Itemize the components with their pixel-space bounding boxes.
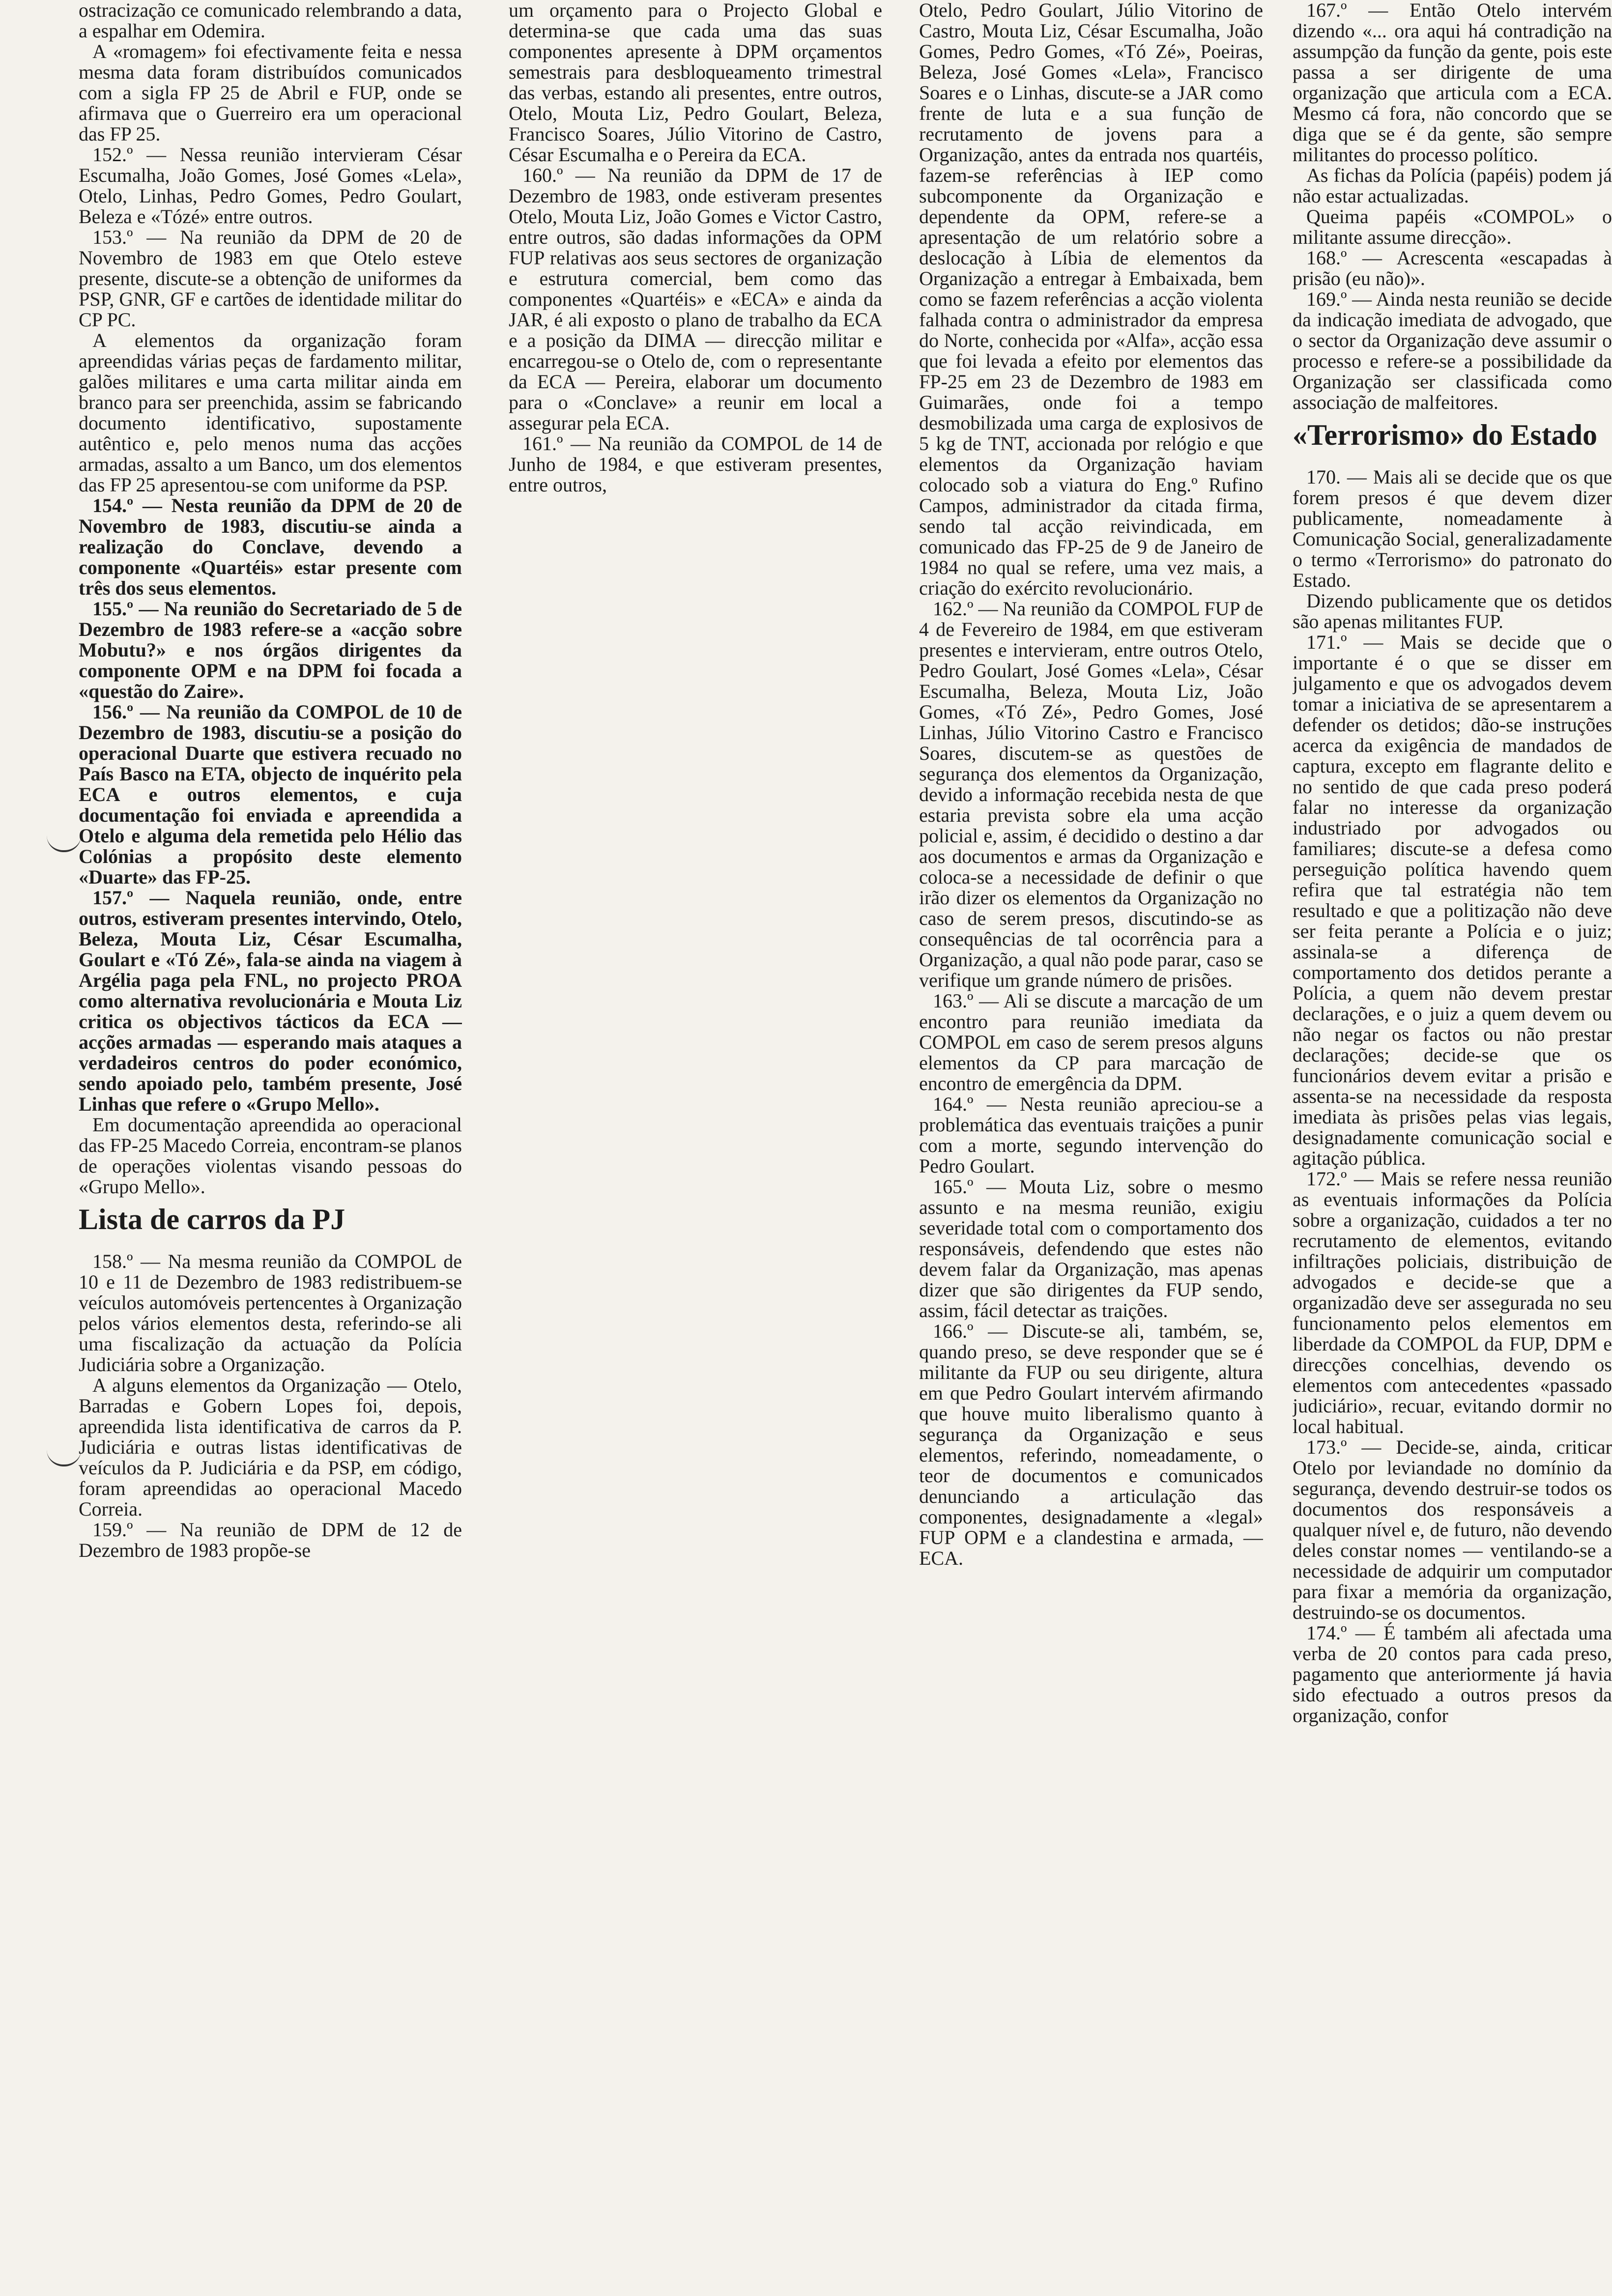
paragraph: 173.º — Decide-se, ainda, criticar Otelo por leviandade no domínio da segurança, devendo destruir-se todos os documentos dos responsáveis a qualquer nível e, de futuro, não devendo deles constar nomes — ventilando-se a necessidade de adquirir um computador para fixar a memória da organização, destruindo-se os documentos. [1293,1436,1612,1623]
paragraph: As fichas da Polícia (papéis) podem já não estar actualizadas. [1293,164,1612,207]
paragraph: um orçamento para o Projecto Global e determina-se que cada uma das suas componentes apresente à DPM orçamentos semestrais para desbloqueamento trimestral das verbas, estando ali presentes, entre outros, Otelo, Mouta Liz, Pedro Goulart, Beleza, Francisco Soares, Júlio Vitorino de Castro, César Escumalha e o Pereira da ECA. [509,0,882,166]
paragraph: 155.º — Na reunião do Secretariado de 5 de Dezembro de 1983 refere-se a «acção sobre Mobutu?» e nos órgãos dirigentes da componente OPM e na DPM foi focada a «questão do Zaire». [79,598,462,702]
paragraph: A «romagem» foi efectivamente feita e nessa mesma data foram distribuídos comunicados com a sigla FP 25 de Abril e FUP, onde se afirmava que o Guerreiro era um operacional das FP 25. [79,40,462,145]
paragraph: ostracização ce comunicado relembrando a data, a espalhar em Odemira. [79,0,462,42]
paragraph: 167.º — Então Otelo intervém dizendo «... ora aqui há contradição na assumpção da função da gente, pois este passa a ser dirigente de uma organização que articula com a ECA. Mesmo cá fora, não concordo que se diga que se é da gente, são sempre militantes do processo político. [1293,0,1612,166]
paragraph: Queima papéis «COMPOL» o militante assume direcção». [1293,205,1612,248]
paragraph: A elementos da organização foram apreendidas várias peças de fardamento militar, galões militares e uma carta militar ainda em branco para ser preenchida, assim se fabricando documento identificativo, supostamente autêntico e, pelo menos numa das acções armadas, assalto a um Banco, um dos elementos das FP 25 apresentou-se com uniforme da PSP. [79,329,462,496]
column-3 [919,0,1263,2162]
section-heading: Lista de carros da PJ [79,1203,345,1235]
paragraph: 153.º — Na reunião da DPM de 20 de Novembro de 1983 em que Otelo esteve presente, discute-se a obtenção de uniformes da PSP, GNR, GF e cartões de identidade militar do CP PC. [79,226,462,331]
column-4 [1293,0,1612,2162]
paragraph: 152.º — Nessa reunião intervieram César Escumalha, João Gomes, José Gomes «Lela», Otelo, Linhas, Pedro Gomes, Pedro Goulart, Beleza e «Tózé» entre outros. [79,144,462,228]
paragraph: Dizendo publicamente que os detidos são apenas militantes FUP. [1293,590,1612,632]
paragraph: 158.º — Na mesma reunião da COMPOL de 10 e 11 de Dezembro de 1983 redistribuem-se veículos automóveis pertencentes à Organização pelos vários elementos desta, referindo-se ali uma fiscalização da actuação da Polícia Judiciária sobre a Organização. [79,1250,462,1376]
column-1 [79,0,462,2015]
pen-mark [47,1450,81,1466]
paragraph: 154.º — Nesta reunião da DPM de 20 de Novembro de 1983, discutiu-se ainda a realização do Conclave, devendo a componente «Quartéis» estar presente com três dos seus elementos. [79,494,462,599]
pen-mark [47,835,81,852]
paragraph: 166.º — Discute-se ali, também, se, quando preso, se deve responder que se é militante da FUP ou seu dirigente, altura em que Pedro Goulart intervém afirmando que houve muito liberalismo quanto à segurança da Organização e seus elementos, referindo, nomeadamente, o teor de documentos e comunicados denunciando a articulação das componentes, designadamente a «legal» FUP OPM e a clandestina e armada, — ECA. [919,1320,1263,1569]
paragraph: 170. — Mais ali se decide que os que forem presos é que devem dizer publicamente, nomeadamente à Comunicação Social, generalizadamente o termo «Terrorismo» do patronato do Estado. [1293,466,1612,591]
paragraph: 164.º — Nesta reunião apreciou-se a problemática das eventuais traições a punir com a morte, segundo intervenção do Pedro Goulart. [919,1093,1263,1177]
paragraph: 163.º — Ali se discute a marcação de um encontro para reunião imediata da COMPOL em caso de serem presos alguns elementos da CP para marcação de encontro de emergência da DPM. [919,990,1263,1094]
paragraph: 169.º — Ainda nesta reunião se decide da indicação imediata de advogado, que o sector da Organização deve assumir o processo e refere-se a possibilidade da Organização ser classificada como associação de malfeitores. [1293,288,1612,413]
paragraph: 157.º — Naquela reunião, onde, entre outros, estiveram presentes intervindo, Otelo, Beleza, Mouta Liz, César Escumalha, Goulart e «Tó Zé», fala-se ainda na viagem à Argélia paga pela FNL, no projecto PROA como alternativa revolucionária e Mouta Liz critica os objectivos tácticos da ECA — acções armadas — esperando mais ataques a verdadeiros centros do poder económico, sendo apoiado pelo, também presente, José Linhas que refere o «Grupo Mello». [79,887,462,1115]
paragraph: 168.º — Acrescenta «escapadas à prisão (eu não)». [1293,247,1612,289]
paragraph: 171.º — Mais se decide que o importante é o que se disser em julgamento e que os advogados devem tomar a iniciativa de se apresentarem a defender os detidos; dão-se instruções acerca da exigência de mandados de captura, excepto em flagrante delito e no sentido de que cada preso poderá falar no interesse da organização industriado por advogados ou familiares; discute-se a defesa como perseguição política havendo quem refira que tal estratégia não tem resultado e que a politização não deve ser feita perante a Polícia e o juiz; assinala-se a diferença de comportamento dos detidos perante a Polícia, a quem não devem prestar declarações, e o juiz a quem devem ou não negar os factos ou não prestar declarações; decide-se que os funcionários devem evitar a prisão e assenta-se na necessidade da resposta imediata às prisões pelas vias legais, designadamente comunicação social e agitação pública. [1293,631,1612,1169]
paragraph: 174.º — É também ali afectada uma verba de 20 contos para cada preso, pagamento que anteriormente já havia sido efectuado a outros presos da organização, confor [1293,1622,1612,1726]
paragraph: 161.º — Na reunião da COMPOL de 14 de Junho de 1984, e que estiveram presentes, entre outros, [509,432,882,496]
paragraph: 172.º — Mais se refere nessa reunião as eventuais informações da Polícia sobre a organização, cuidados a ter no recrutamento de elementos, evitando infiltrações policiais, distribuição de advogados e decide-se que a organizadão deve ser assegurada no seu funcionamento pelos elementos em liberdade da COMPOL da FUP, DPM e direcções concelhias, devendo os elementos com antecedentes «passado judiciário», recuar, evitando dormir no local habitual. [1293,1168,1612,1437]
paragraph: Em documentação apreendida ao operacional das FP-25 Macedo Correia, encontram-se planos de operações violentas visando pessoas do «Grupo Mello». [79,1114,462,1198]
paragraph: 160.º — Na reunião da DPM de 17 de Dezembro de 1983, onde estiveram presentes Otelo, Mouta Liz, João Gomes e Victor Castro, entre outros, são dadas informações da OPM FUP relativas aos seus sectores de organização e estrutura comercial, bem como das componentes «Quartéis» e «ECA» e ainda da JAR, é ali exposto o plano de trabalho da ECA e a posição da DIMA — direcção militar e encarregou-se o Otelo de, com o representante da ECA — Pereira, elaborar um documento para o «Conclave» a reunir em local a assegurar pela ECA. [509,164,882,434]
paragraph: 165.º — Mouta Liz, sobre o mesmo assunto e na mesma reunião, exigiu severidade total com o comportamento dos responsáveis, defendendo que estes não devem falar da Organização, mas apenas dizer que são dirigentes da FUP sendo, assim, fácil detectar as traições. [919,1176,1263,1321]
paragraph: 159.º — Na reunião de DPM de 12 de Dezembro de 1983 propõe-se [79,1519,462,1561]
paragraph: 156.º — Na reunião da COMPOL de 10 de Dezembro de 1983, discutiu-se a posição do operacional Duarte que estivera recuado no País Basco na ETA, objecto de inquérito pela ECA e outros elementos, e cuja documentação foi enviada e apreendida a Otelo e alguma dela remetida pelo Hélio das Colónias a propósito deste elemento «Duarte» das FP-25. [79,701,462,888]
paragraph: A alguns elementos da Organização — Otelo, Barradas e Gobern Lopes foi, depois, apreendida lista identificativa de carros da P. Judiciária e outras listas identificativas de veículos da P. Judiciária e da PSP, em código, foram apreendidas ao operacional Macedo Correia. [79,1374,462,1520]
column-2 [509,0,882,885]
section-heading: «Terrorismo» do Estado [1293,419,1598,451]
paragraph: Otelo, Pedro Goulart, Júlio Vitorino de Castro, Mouta Liz, César Escumalha, João Gomes, Pedro Gomes, «Tó Zé», Poeiras, Beleza, José Gomes «Lela», Francisco Soares e o Linhas, discute-se a JAR como frente de luta e a sua função de recrutamento de jovens para a Organização, antes da entrada nos quartéis, fazem-se referências à IEP como subcomponente da Organização e dependente da OPM, refere-se a apresentação de um relatório sobre a deslocação à Líbia de elementos da Organização a entregar à Embaixada, bem como se fazem referências a acção violenta falhada contra o administrador da empresa do Norte, conhecida por «Alfa», acção essa que foi levada a efeito por elementos das FP-25 em 23 de Dezembro de 1983 em Guimarães, onde foi a tempo desmobilizada uma carga de explosivos de 5 kg de TNT, accionada por relógio e que elementos da Organização haviam colocado sob a viatura do Eng.º Rufino Campos, administrador da citada firma, sendo tal acção reivindicada, em comunicado das FP-25 de 9 de Janeiro de 1984 no qual se refere, uma vez mais, a criação do exército revolucionário. [919,0,1263,599]
paragraph: 162.º — Na reunião da COMPOL FUP de 4 de Fevereiro de 1984, em que estiveram presentes e intervieram, entre outros Otelo, Pedro Goulart, José Gomes «Lela», César Escumalha, Beleza, Mouta Liz, João Gomes, «Tó Zé», Pedro Gomes, José Linhas, Júlio Vitorino Castro e Francisco Soares, discutem-se as questões de segurança dos elementos da Organização, devido a informação recebida nesta de que estaria prevista sobre ela uma acção policial e, assim, é decidido o destino a dar aos documentos e armas da Organização e coloca-se a necessidade de definir o que irão dizer os elementos da Organização no caso de serem presos, discutindo-se as consequências de tal ocorrência para a Organização, a qual não pode parar, caso se verifique um grande número de prisões. [919,598,1263,991]
